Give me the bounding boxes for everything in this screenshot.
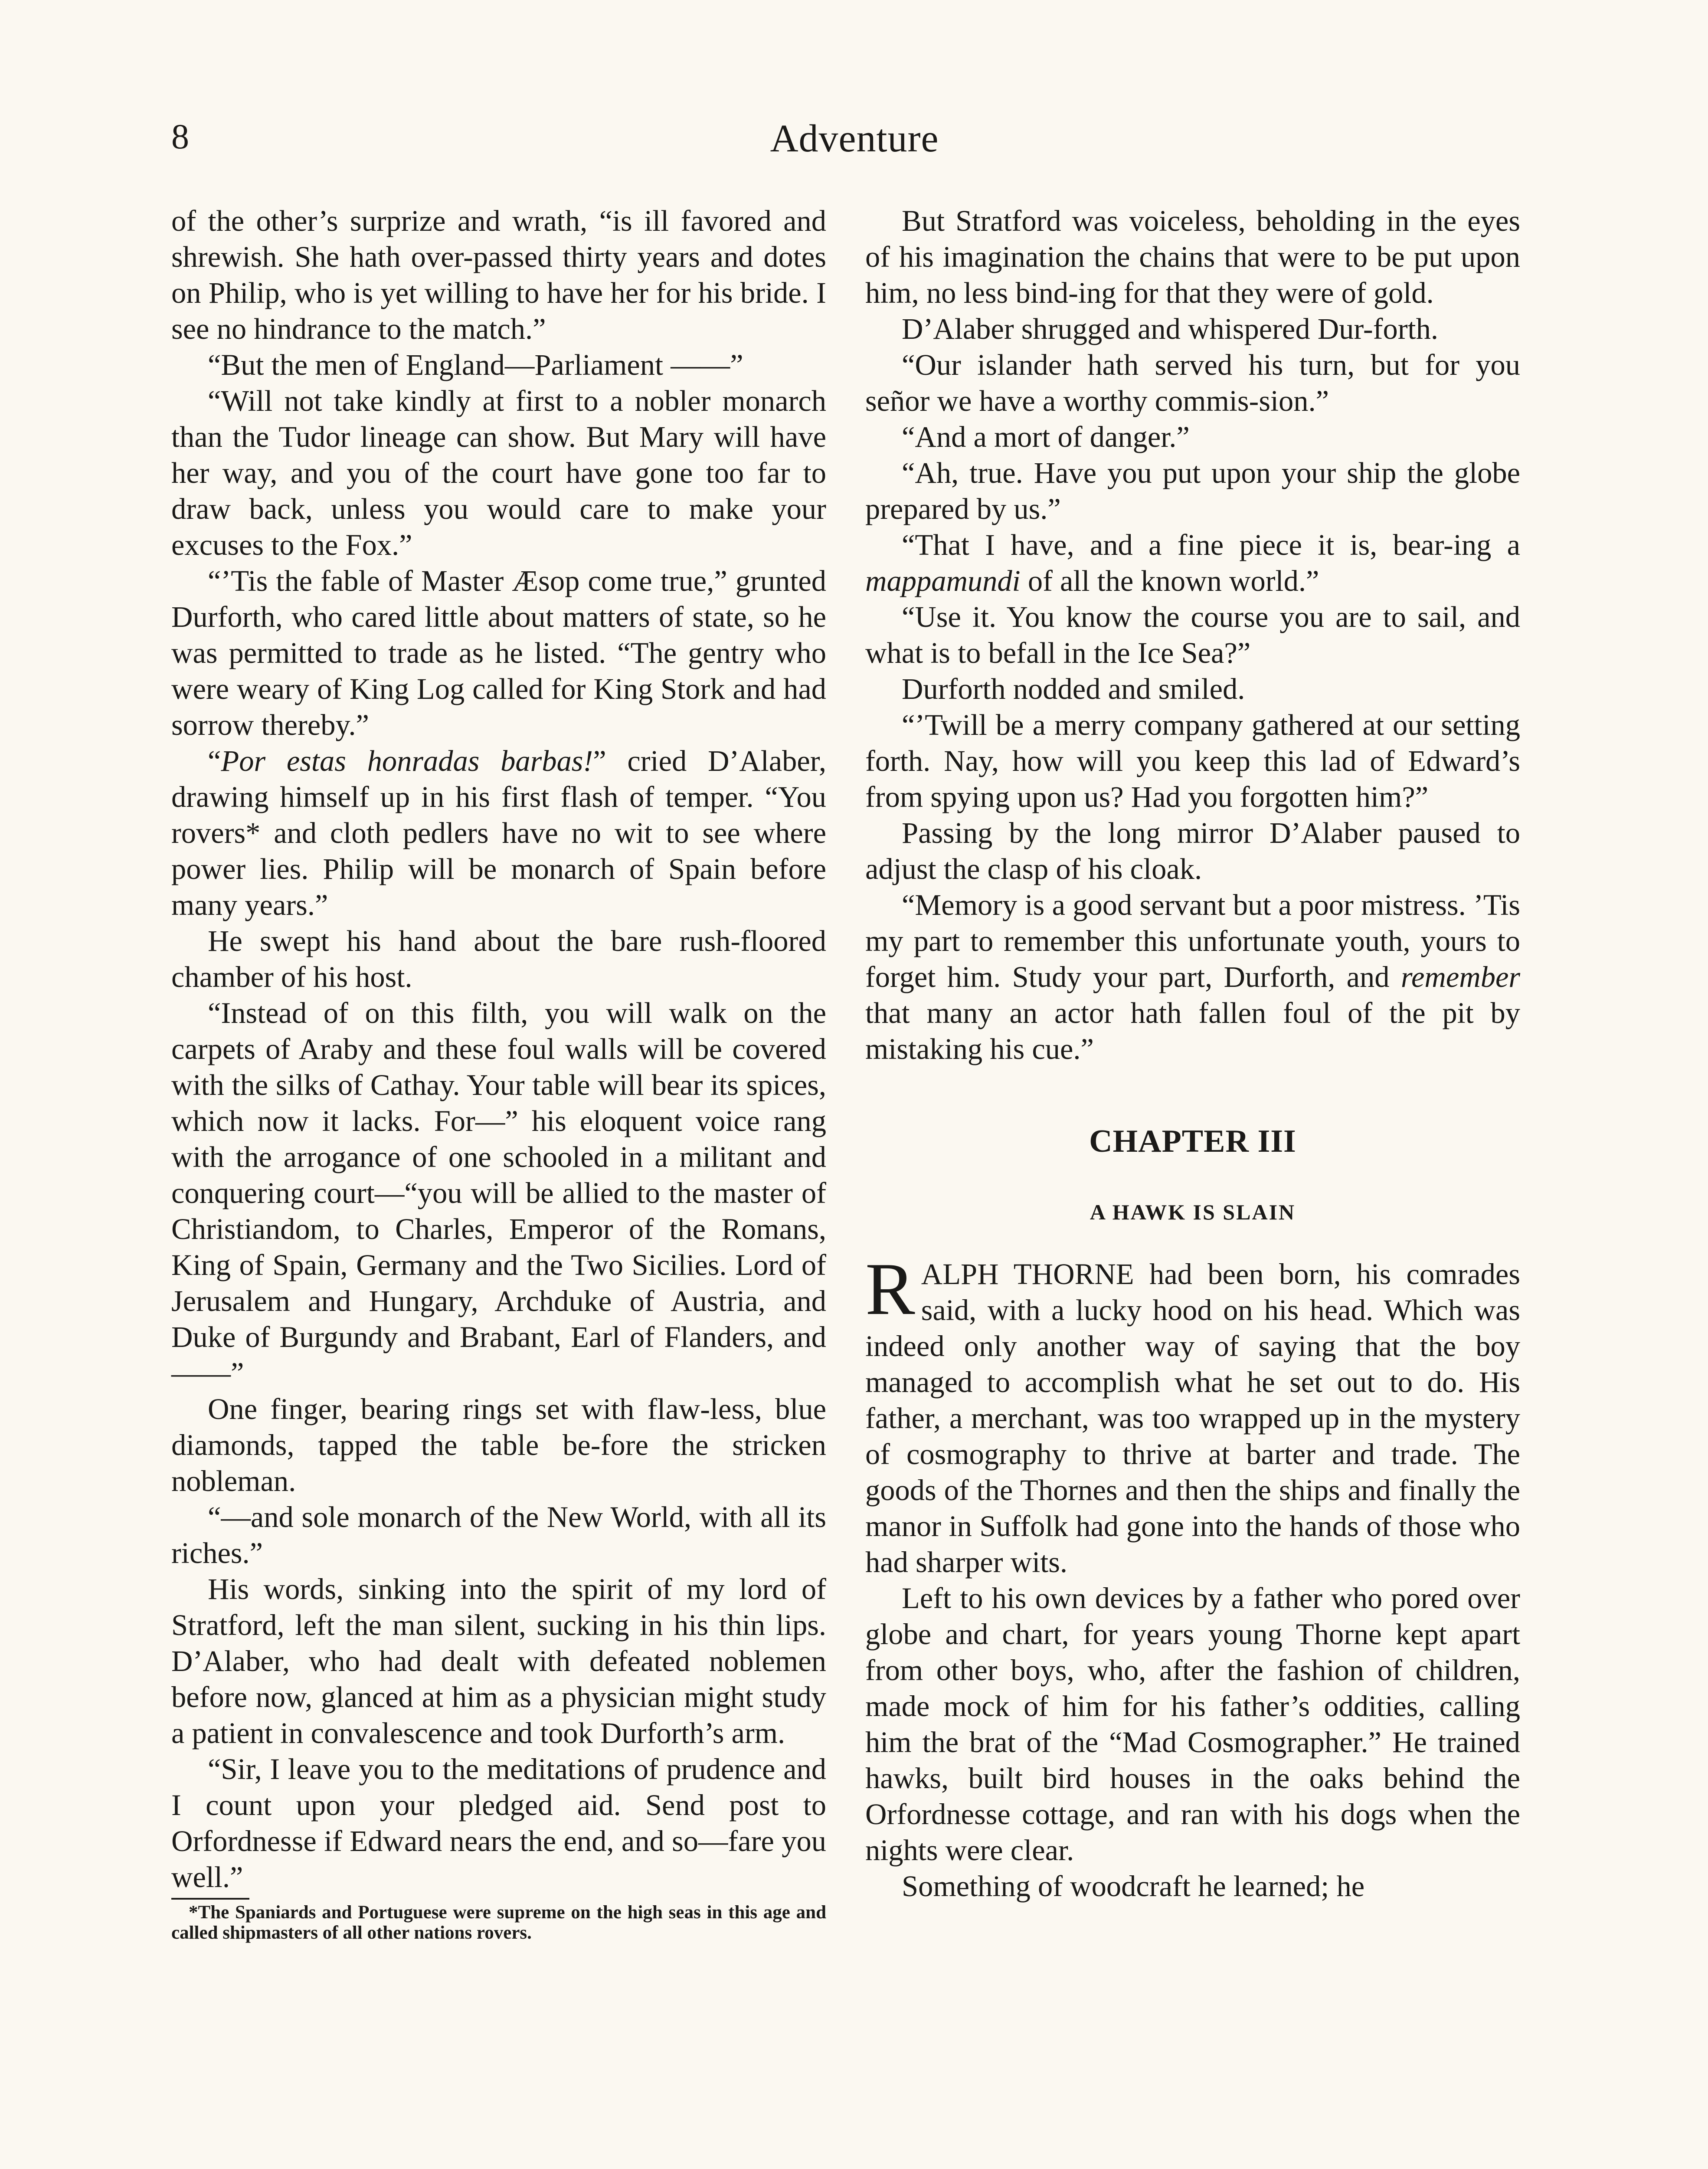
paragraph: “Our islander hath served his turn, but for you señor we have a worthy commis-sion.” (865, 348, 1520, 417)
paragraph: “But the men of England—Parliament ——” (208, 348, 743, 381)
paragraph: Passing by the long mirror D’Alaber paused to adjust the clasp of his cloak. (865, 816, 1520, 885)
chapter-subtitle: A HAWK IS SLAIN (1090, 1200, 1296, 1224)
left-column (171, 203, 826, 1943)
paragraph: Something of woodcraft he learned; he (902, 1870, 1365, 1903)
paragraph: “Instead of on this filth, you will walk on the carpets of Araby and these foul walls will be covered with the silks of Cathay. Your table will bear its spices, which now it lacks. For—” his eloquent voice rang with the arrogance of one schooled in a militant and conquering court—“you will be allied to the master of Christiandom, to Charles, Emperor of the Romans, King of Spain, Germany and the Two Sicilies. Lord of Jerusalem and Hungary, Archduke of Austria, and Duke of Burgundy and Brabant, Earl of Flanders, and——” (171, 996, 826, 1389)
paragraph: “’Twill be a merry company gathered at our setting forth. Nay, how will you keep this lad of Edward’s from spying upon us? Had you forgotten him?” (865, 708, 1520, 813)
page-number: 8 (171, 117, 189, 156)
paragraph: But Stratford was voiceless, beholding in the eyes of his imagination the chains that were to be put upon him, no less bind-ing for that they were of gold. (865, 204, 1520, 309)
paragraph: Left to his own devices by a father who pored over globe and chart, for years young Thorne kept apart from other boys, who, after the fashion of children, made mock of him for his father’s oddities, calling him the brat of the “Mad Cosmographer.” He trained hawks, built bird houses in the oaks behind the Orfordnesse cottage, and ran with his dogs when the nights were clear. (865, 1582, 1520, 1867)
paragraph: “Use it. You know the course you are to sail, and what is to befall in the Ice Sea?” (865, 600, 1520, 669)
paragraph: Durforth nodded and smiled. (902, 672, 1245, 705)
paragraph: “Por estas honradas barbas!” cried D’Alaber, drawing himself up in his first flash of temper. “You rovers* and cloth pedlers have no wit to see where power lies. Philip will be monarch of Spain before many years.” (171, 744, 826, 921)
paragraph: “And a mort of danger.” (902, 420, 1190, 453)
paragraph: “’Tis the fable of Master Æsop come true,” grunted Durforth, who cared little about matters of state, so he was permitted to trade as he listed. “The gentry who were weary of King Log called for King Stork and had sorrow thereby.” (171, 564, 826, 741)
paragraph: “That I have, and a fine piece it is, bear-ing a mappamundi of all the known world.” (865, 528, 1520, 597)
footnote: *The Spaniards and Portuguese were supreme on the high seas in this age and called shipmasters of all other nations rovers. (171, 1902, 826, 1943)
right-column (865, 203, 1520, 1904)
footnote-divider (171, 1898, 249, 1900)
paragraph: He swept his hand about the bare rush-floored chamber of his host. (171, 924, 826, 993)
paragraph: One finger, bearing rings set with flaw-less, blue diamonds, tapped the table be-fore the stricken nobleman. (171, 1392, 826, 1497)
paragraph-text: ALPH THORNE had been born, his comrades said, with a lucky hood on his head. Which was indeed only another way of saying that the boy managed to accomplish what he set out to do. His father, a merchant, was too wrapped up in the mystery of cosmography to thrive at barter and trade. The goods of the Thornes and then the ships and finally the manor in Suffolk had gone into the hands of those who had sharper wits. (865, 1258, 1520, 1579)
drop-cap: R (865, 1248, 915, 1330)
paragraph: of the other’s surprize and wrath, “is ill favored and shrewish. She hath over-passed thirty years and dotes on Philip, who is yet willing to have her for his bride. I see no hindrance to the match.” (171, 204, 826, 345)
page-header (171, 116, 1538, 164)
paragraph: “—and sole monarch of the New World, with all its riches.” (171, 1501, 826, 1569)
chapter-opening-paragraph (865, 1248, 1520, 1580)
paragraph: “Sir, I leave you to the meditations of prudence and I count upon your pledged aid. Send post to Orfordnesse if Edward nears the end, and so—fare you well.” (171, 1753, 826, 1894)
paragraph: “Will not take kindly at first to a nobler monarch than the Tudor lineage can show. But Mary will have her way, and you of the court have gone too far to draw back, unless you would care to make your excuses to the Fox.” (171, 384, 826, 561)
magazine-title: Adventure (770, 117, 939, 160)
paragraph: His words, sinking into the spirit of my lord of Stratford, left the man silent, sucking in his thin lips. D’Alaber, who had dealt with defeated noblemen before now, glanced at him as a physician might study a patient in convalescence and took Durforth’s arm. (171, 1573, 826, 1750)
paragraph: “Memory is a good servant but a poor mistress. ’Tis my part to remember this unfortunate youth, yours to forget him. Study your part, Durforth, and remember that many an actor hath fallen foul of the pit by mistaking his cue.” (865, 888, 1520, 1065)
paragraph: “Ah, true. Have you put upon your ship the globe prepared by us.” (865, 456, 1520, 525)
chapter-heading: CHAPTER III (1089, 1124, 1296, 1159)
paragraph: D’Alaber shrugged and whispered Dur-forth. (902, 312, 1438, 345)
